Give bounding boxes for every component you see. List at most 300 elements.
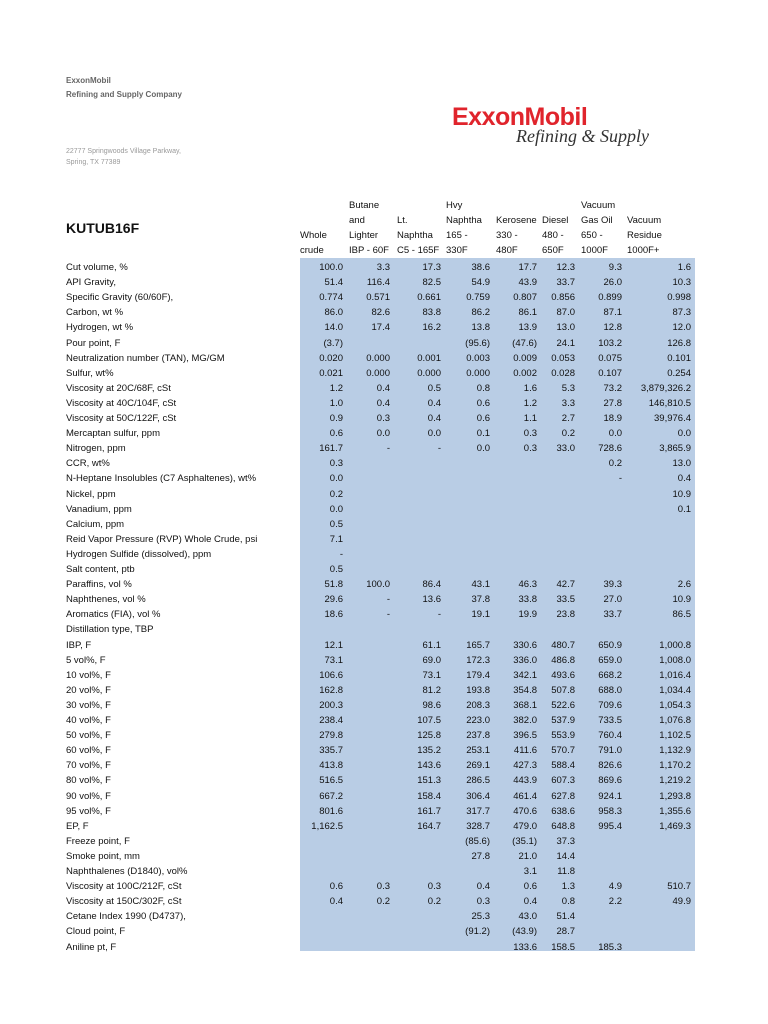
table-cell: 0.6	[476, 413, 490, 424]
table-cell: 3,865.9	[659, 443, 691, 455]
table-cell: 0.028	[551, 367, 575, 379]
table-cell: 1.6	[677, 262, 691, 273]
table-cell: 12.0	[672, 322, 691, 334]
table-cell: 185.3	[598, 941, 622, 953]
table-cell: 0.075	[598, 352, 622, 364]
table-cell: 25.3	[471, 911, 490, 923]
table-cell: 14.0	[324, 322, 343, 334]
table-cell: 5.3	[561, 382, 575, 394]
table-row	[0, 879, 768, 894]
row-label: Sulfur, wt%	[66, 367, 114, 379]
table-cell: 368.1	[513, 699, 537, 711]
table-row	[0, 305, 768, 320]
table-cell: -	[437, 609, 441, 621]
table-cell: -	[386, 443, 390, 455]
table-cell: -	[386, 594, 390, 606]
table-cell: 0.0	[329, 503, 343, 515]
table-cell: 13.6	[422, 594, 441, 606]
table-row	[0, 532, 768, 547]
table-cell: 33.0	[556, 443, 575, 455]
table-row	[0, 275, 768, 290]
table-cell: 0.6	[329, 428, 343, 440]
row-label: CCR, wt%	[66, 458, 110, 470]
table-cell: 0.4	[523, 896, 537, 908]
logo-wordmark: ExxonMobil	[452, 103, 588, 131]
table-cell: 279.8	[319, 730, 343, 742]
table-cell: 0.4	[427, 413, 441, 424]
table-cell: 208.3	[466, 699, 490, 711]
table-cell: 659.0	[598, 654, 622, 666]
table-cell: 2.6	[677, 579, 691, 591]
table-cell: (35.1)	[512, 835, 537, 847]
table-cell: 1.6	[523, 382, 537, 394]
table-cell: 83.8	[422, 307, 441, 319]
table-cell: 0.0	[476, 443, 490, 455]
table-cell: 3.3	[561, 397, 575, 409]
table-cell: 3.1	[523, 866, 537, 877]
table-row	[0, 366, 768, 381]
table-cell: 116.4	[366, 277, 390, 289]
table-cell: 0.3	[427, 881, 441, 893]
row-label: Vanadium, ppm	[66, 503, 132, 515]
table-cell: 638.6	[551, 805, 575, 817]
table-cell: 33.7	[603, 609, 622, 621]
table-cell: 306.4	[466, 790, 490, 802]
table-cell: 1,132.9	[659, 745, 691, 757]
table-cell: 82.5	[422, 277, 441, 289]
table-cell: 43.0	[518, 911, 537, 923]
table-cell: 37.8	[471, 594, 490, 606]
column-header: Whole crude	[300, 230, 327, 256]
row-label: Distillation type, TBP	[66, 624, 154, 636]
table-cell: 801.6	[319, 805, 343, 817]
table-row	[0, 773, 768, 788]
table-cell: 17.3	[422, 262, 441, 273]
table-cell: 0.3	[376, 413, 390, 424]
table-cell: 0.856	[551, 292, 575, 304]
table-cell: 61.1	[422, 639, 441, 651]
table-cell: 480.7	[551, 639, 575, 651]
table-cell: 26.0	[603, 277, 622, 289]
table-cell: 27.0	[603, 594, 622, 606]
table-cell: 19.1	[471, 609, 490, 621]
table-row	[0, 502, 768, 517]
logo-tagline: Refining & Supply	[516, 126, 649, 146]
table-cell: 0.807	[513, 292, 537, 304]
row-label: Specific Gravity (60/60F),	[66, 292, 174, 304]
table-row	[0, 487, 768, 502]
table-cell: 0.4	[427, 397, 441, 409]
table-cell: 200.3	[319, 699, 343, 711]
table-cell: 728.6	[598, 443, 622, 455]
company-division: Refining and Supply Company	[66, 90, 183, 99]
table-cell: 13.0	[672, 458, 691, 470]
table-cell: 43.9	[518, 277, 537, 289]
table-cell: (47.6)	[512, 337, 537, 349]
table-cell: 688.0	[598, 684, 622, 696]
table-cell: 470.6	[513, 805, 537, 817]
table-cell: 86.1	[518, 307, 537, 319]
table-row	[0, 713, 768, 728]
table-cell: 0.000	[366, 367, 390, 379]
table-cell: 73.1	[422, 669, 441, 681]
table-cell: 21.0	[518, 850, 537, 862]
table-cell: 1.0	[329, 397, 343, 409]
table-cell: 17.7	[518, 262, 537, 273]
table-cell: (85.6)	[465, 835, 490, 847]
table-cell: 193.8	[466, 684, 490, 696]
table-cell: 87.0	[556, 307, 575, 319]
table-cell: 0.571	[366, 292, 390, 304]
table-cell: 27.8	[471, 850, 490, 862]
table-cell: 0.774	[319, 292, 343, 304]
table-cell: 86.2	[471, 307, 490, 319]
table-cell: 1,170.2	[659, 760, 691, 772]
table-row	[0, 894, 768, 909]
table-cell: 103.2	[598, 337, 622, 349]
table-cell: 0.254	[667, 367, 691, 379]
table-cell: 396.5	[513, 730, 537, 742]
table-cell: 73.1	[324, 654, 343, 666]
table-cell: 1,034.4	[659, 684, 691, 696]
table-row	[0, 940, 768, 955]
row-label: IBP, F	[66, 639, 92, 651]
table-cell: 1,054.3	[659, 699, 691, 711]
table-cell: -	[437, 443, 441, 455]
table-cell: 1.2	[329, 382, 343, 394]
row-label: 95 vol%, F	[66, 805, 111, 817]
table-cell: 161.7	[417, 805, 441, 817]
table-cell: 43.1	[471, 579, 490, 591]
table-row	[0, 471, 768, 486]
table-cell: 23.8	[556, 609, 575, 621]
table-cell: 9.3	[608, 262, 622, 273]
table-cell: 86.5	[672, 609, 691, 621]
table-cell: 51.4	[324, 277, 343, 289]
table-cell: 10.9	[672, 488, 691, 500]
table-cell: 486.8	[551, 654, 575, 666]
table-row	[0, 336, 768, 351]
table-cell: 570.7	[551, 745, 575, 757]
table-cell: 13.9	[518, 322, 537, 334]
address-city: Spring, TX 77389	[66, 159, 121, 166]
row-label: 5 vol%, F	[66, 654, 106, 666]
column-header: Butane and Lighter IBP - 60F	[349, 200, 389, 256]
table-cell: 18.6	[324, 609, 343, 621]
table-cell: 165.7	[466, 639, 490, 651]
table-cell: 81.2	[422, 684, 441, 696]
address-street: 22777 Springwoods Village Parkway,	[66, 148, 181, 155]
table-cell: 33.5	[556, 594, 575, 606]
table-cell: 0.5	[329, 564, 343, 575]
table-cell: 0.001	[417, 352, 441, 364]
table-cell: 269.1	[466, 760, 490, 772]
table-cell: 14.4	[556, 850, 575, 862]
table-cell: 54.9	[471, 277, 490, 289]
table-row	[0, 396, 768, 411]
table-cell: 709.6	[598, 699, 622, 711]
table-cell: 1,016.4	[659, 669, 691, 681]
table-cell: 443.9	[513, 775, 537, 787]
table-cell: 0.3	[329, 458, 343, 470]
table-cell: 1.3	[561, 881, 575, 893]
row-label: Naphthenes, vol %	[66, 594, 146, 606]
table-cell: 0.759	[466, 292, 490, 304]
table-cell: 0.8	[476, 382, 490, 394]
table-cell: 179.4	[466, 669, 490, 681]
table-cell: 427.3	[513, 760, 537, 772]
exxonmobil-logo	[452, 104, 692, 154]
table-cell: 86.0	[324, 307, 343, 319]
table-cell: 87.1	[603, 307, 622, 319]
table-cell: -	[339, 548, 343, 560]
table-cell: 13.8	[471, 322, 490, 334]
table-cell: 1,355.6	[659, 805, 691, 817]
table-cell: 106.6	[319, 669, 343, 681]
row-label: Salt content, ptb	[66, 564, 135, 575]
table-cell: 0.3	[523, 428, 537, 440]
table-cell: 0.021	[319, 367, 343, 379]
table-cell: 11.8	[557, 866, 575, 877]
table-cell: 107.5	[417, 715, 441, 726]
table-cell: 17.4	[371, 322, 390, 334]
table-row	[0, 653, 768, 668]
column-header: Lt. Naphtha C5 - 165F	[397, 215, 440, 256]
table-row	[0, 577, 768, 592]
table-cell: 650.9	[598, 639, 622, 651]
table-cell: 0.2	[561, 428, 575, 440]
table-cell: 69.0	[422, 654, 441, 666]
table-cell: 12.1	[324, 639, 343, 651]
table-cell: 164.7	[417, 820, 441, 832]
company-name: ExxonMobil	[66, 76, 111, 85]
table-cell: 37.3	[556, 835, 575, 847]
table-row	[0, 698, 768, 713]
company-block	[66, 74, 182, 102]
row-label: 60 vol%, F	[66, 745, 111, 757]
table-cell: 126.8	[667, 337, 691, 349]
table-cell: 0.3	[376, 881, 390, 893]
table-cell: 33.8	[518, 594, 537, 606]
table-cell: 51.4	[556, 911, 575, 923]
table-cell: 493.6	[551, 669, 575, 681]
table-cell: 382.0	[513, 715, 537, 726]
table-cell: 760.4	[598, 730, 622, 742]
table-cell: 0.661	[417, 292, 441, 304]
table-row	[0, 607, 768, 622]
table-cell: 411.6	[513, 745, 537, 757]
table-cell: 82.6	[371, 307, 390, 319]
table-cell: (3.7)	[323, 337, 343, 349]
table-cell: 0.998	[667, 292, 691, 304]
table-row	[0, 517, 768, 532]
table-cell: 12.8	[603, 322, 622, 334]
row-label: Mercaptan sulfur, ppm	[66, 428, 160, 440]
row-label: Paraffins, vol %	[66, 579, 132, 591]
table-cell: 330.6	[513, 639, 537, 651]
column-header: Vacuum Residue 1000F+	[627, 215, 662, 256]
table-cell: 0.009	[513, 352, 537, 364]
table-cell: 73.2	[603, 382, 622, 394]
table-row	[0, 758, 768, 773]
table-cell: 172.3	[466, 654, 490, 666]
row-label: 30 vol%, F	[66, 699, 111, 711]
table-cell: 51.8	[324, 579, 343, 591]
table-cell: 125.8	[417, 730, 441, 742]
table-cell: 151.3	[417, 775, 441, 787]
table-cell: 28.7	[556, 926, 575, 938]
table-row	[0, 668, 768, 683]
row-label: Aniline pt, F	[66, 941, 117, 953]
table-cell: (43.9)	[512, 926, 537, 938]
row-label: Reid Vapor Pressure (RVP) Whole Crude, psi	[66, 533, 258, 545]
table-cell: 667.2	[319, 790, 343, 802]
table-cell: 0.6	[523, 881, 537, 893]
row-label: Cut volume, %	[66, 262, 128, 273]
table-cell: 461.4	[513, 790, 537, 802]
table-cell: (95.6)	[465, 337, 490, 349]
table-row	[0, 411, 768, 426]
row-label: 20 vol%, F	[66, 684, 111, 696]
table-cell: 33.7	[556, 277, 575, 289]
table-row	[0, 381, 768, 396]
table-cell: 39,976.4	[654, 413, 691, 424]
table-cell: 0.899	[598, 292, 622, 304]
row-label: 50 vol%, F	[66, 730, 111, 742]
table-cell: 0.4	[476, 881, 490, 893]
table-cell: 995.4	[598, 820, 622, 832]
table-cell: 479.0	[513, 820, 537, 832]
table-cell: 0.9	[329, 413, 343, 424]
row-label: Smoke point, mm	[66, 850, 140, 862]
table-cell: 826.6	[598, 760, 622, 772]
table-cell: 607.3	[551, 775, 575, 787]
table-row	[0, 924, 768, 939]
table-cell: 1,102.5	[659, 730, 691, 742]
table-cell: 286.5	[466, 775, 490, 787]
table-cell: 133.6	[513, 941, 537, 953]
table-row	[0, 547, 768, 562]
table-cell: 98.6	[422, 699, 441, 711]
table-cell: 87.3	[672, 307, 691, 319]
table-cell: 238.4	[319, 715, 343, 726]
table-cell: 335.7	[319, 745, 343, 757]
table-cell: 1,000.8	[659, 639, 691, 651]
table-row	[0, 290, 768, 305]
table-cell: (91.2)	[465, 926, 490, 938]
row-label: API Gravity,	[66, 277, 116, 289]
table-cell: 0.053	[551, 352, 575, 364]
table-cell: 413.8	[319, 760, 343, 772]
table-cell: 0.101	[667, 352, 691, 364]
table-cell: 0.6	[476, 397, 490, 409]
row-label: Viscosity at 150C/302F, cSt	[66, 896, 182, 908]
table-cell: 791.0	[598, 745, 622, 757]
table-cell: 627.8	[551, 790, 575, 802]
table-cell: 0.2	[427, 896, 441, 908]
table-cell: 0.0	[677, 428, 691, 440]
table-cell: 0.5	[329, 518, 343, 530]
table-cell: 516.5	[319, 775, 343, 787]
table-cell: 1,008.0	[659, 654, 691, 666]
table-cell: 12.3	[556, 262, 575, 273]
table-cell: 0.3	[476, 896, 490, 908]
table-row	[0, 864, 768, 879]
table-cell: 317.7	[466, 805, 490, 817]
table-cell: 0.0	[376, 428, 390, 440]
table-cell: 0.2	[608, 458, 622, 470]
table-row	[0, 743, 768, 758]
table-row	[0, 638, 768, 653]
table-cell: -	[386, 609, 390, 621]
table-cell: 510.7	[667, 881, 691, 893]
row-label: Carbon, wt %	[66, 307, 124, 319]
table-cell: 0.8	[561, 896, 575, 908]
table-cell: 0.4	[677, 473, 691, 485]
table-cell: 553.9	[551, 730, 575, 742]
table-cell: 0.000	[366, 352, 390, 364]
table-row	[0, 456, 768, 471]
table-row	[0, 260, 768, 275]
table-cell: 958.3	[598, 805, 622, 817]
table-cell: 0.0	[329, 473, 343, 485]
row-label: 90 vol%, F	[66, 790, 111, 802]
column-header: Hvy Naphtha 165 - 330F	[446, 200, 482, 256]
table-cell: 39.3	[603, 579, 622, 591]
table-cell: 4.9	[608, 881, 622, 893]
table-cell: 0.020	[319, 352, 343, 364]
table-cell: 3.3	[376, 262, 390, 273]
row-label: Pour point, F	[66, 337, 121, 349]
table-cell: 0.000	[466, 367, 490, 379]
table-cell: 38.6	[471, 262, 490, 273]
table-cell: 158.5	[551, 941, 575, 953]
table-cell: 42.7	[556, 579, 575, 591]
table-cell: 1.1	[523, 413, 537, 424]
table-cell: 0.4	[376, 397, 390, 409]
table-cell: 18.9	[603, 413, 622, 424]
row-label: Cloud point, F	[66, 926, 126, 938]
table-cell: 7.1	[329, 533, 343, 545]
table-row	[0, 441, 768, 456]
table-cell: 1,469.3	[659, 820, 691, 832]
row-label: Naphthalenes (D1840), vol%	[66, 866, 188, 877]
assay-title: KUTUB16F	[66, 220, 140, 236]
table-cell: 158.4	[417, 790, 441, 802]
table-cell: 2.7	[561, 413, 575, 424]
table-cell: 869.6	[598, 775, 622, 787]
table-cell: 100.0	[366, 579, 390, 591]
table-cell: 10.3	[672, 277, 691, 289]
table-cell: 0.4	[329, 896, 343, 908]
table-cell: 354.8	[513, 684, 537, 696]
table-cell: 0.0	[608, 428, 622, 440]
table-cell: 0.1	[476, 428, 490, 440]
table-cell: 1,219.2	[659, 775, 691, 787]
table-cell: 328.7	[466, 820, 490, 832]
row-label: Neutralization number (TAN), MG/GM	[66, 352, 225, 364]
table-cell: 1,162.5	[311, 820, 343, 832]
table-cell: 0.2	[329, 488, 343, 500]
table-cell: 0.1	[677, 503, 691, 515]
row-label: Viscosity at 50C/122F, cSt	[66, 413, 177, 424]
table-cell: 0.0	[427, 428, 441, 440]
table-cell: -	[618, 473, 622, 485]
table-cell: 253.1	[466, 745, 490, 757]
row-label: Cetane Index 1990 (D4737),	[66, 911, 186, 923]
table-row	[0, 789, 768, 804]
table-cell: 342.1	[513, 669, 537, 681]
